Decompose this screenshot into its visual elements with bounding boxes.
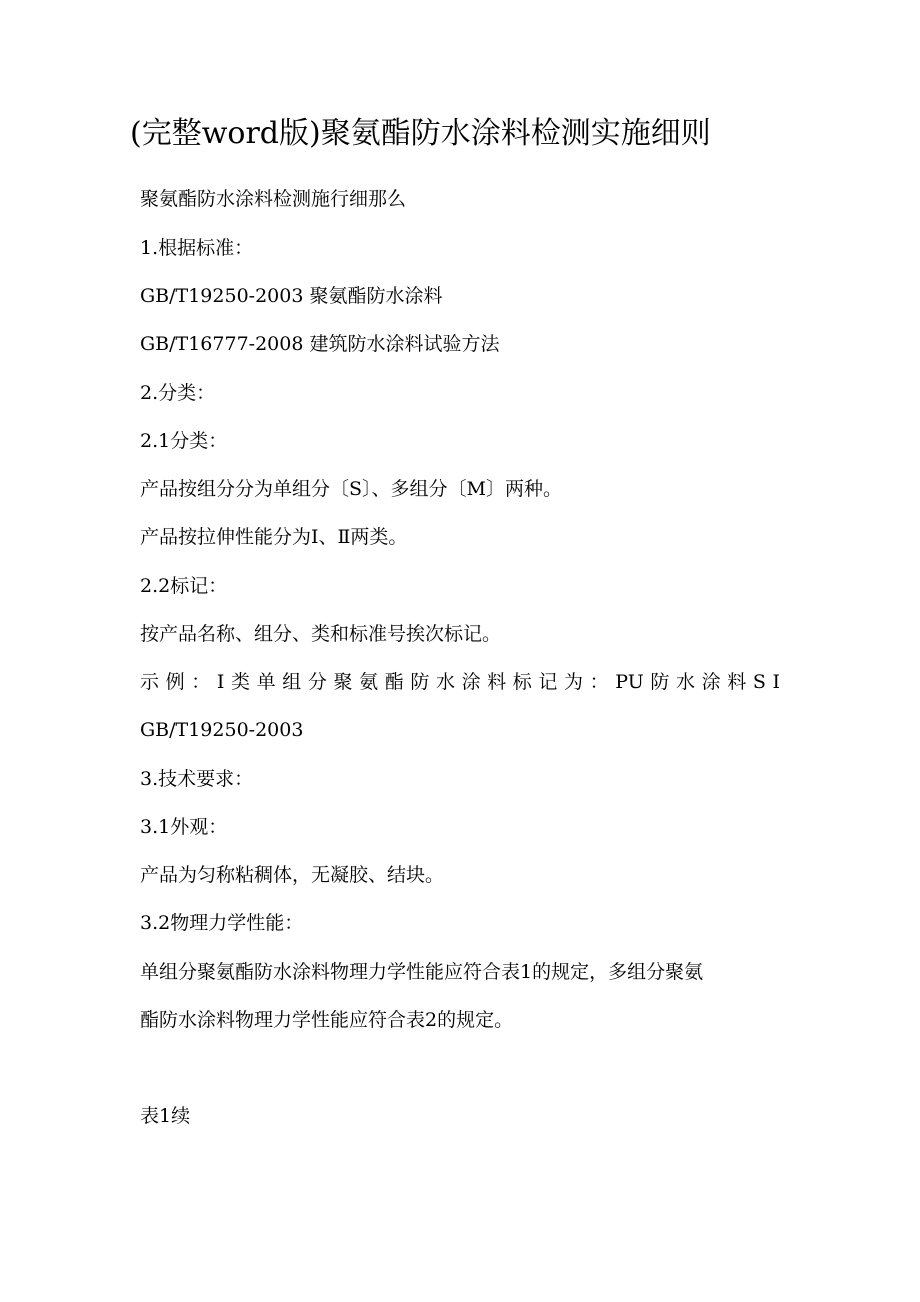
subsection-heading: 3.2物理力学性能： xyxy=(140,912,304,934)
paragraph-line: 产品按拉伸性能分为Ⅰ、Ⅱ两类。 xyxy=(140,526,408,548)
paragraph-line: 单组分聚氨酯防水涂料物理力学性能应符合表1的规定，多组分聚氨 xyxy=(140,961,704,983)
section-heading: 2.分类： xyxy=(140,382,216,404)
section-heading: 3.技术要求： xyxy=(140,768,254,790)
paragraph-line: 产品为匀称粘稠体，无凝胶、结块。 xyxy=(140,864,445,886)
subtitle-line: 聚氨酯防水涂料检测施行细那么 xyxy=(140,188,407,210)
subsection-heading: 2.1分类： xyxy=(140,430,228,452)
paragraph-line: 按产品名称、组分、类和标准号挨次标记。 xyxy=(140,623,502,645)
subsection-heading: 2.2标记： xyxy=(140,575,228,597)
paragraph-line: 产品按组分分为单组分〔S〕、多组分〔M〕两种。 xyxy=(140,478,562,500)
section-heading: 1.根据标准： xyxy=(140,237,254,259)
document-title: (完整word版)聚氨酯防水涂料检测实施细则 xyxy=(130,116,711,151)
paragraph-line: 酯防水涂料物理力学性能应符合表2的规定。 xyxy=(140,1009,514,1031)
example-line: 示例：Ⅰ类单组分聚氨酯防水涂料标记为：PU防水涂料SⅠ xyxy=(140,671,780,693)
standard-line: GB/T19250-2003 聚氨酯防水涂料 xyxy=(140,285,443,307)
example-line-continued: GB/T19250-2003 xyxy=(140,719,304,741)
standard-line: GB/T16777-2008 建筑防水涂料试验方法 xyxy=(140,333,500,355)
subsection-heading: 3.1外观： xyxy=(140,816,228,838)
table-caption: 表1续 xyxy=(140,1105,191,1127)
